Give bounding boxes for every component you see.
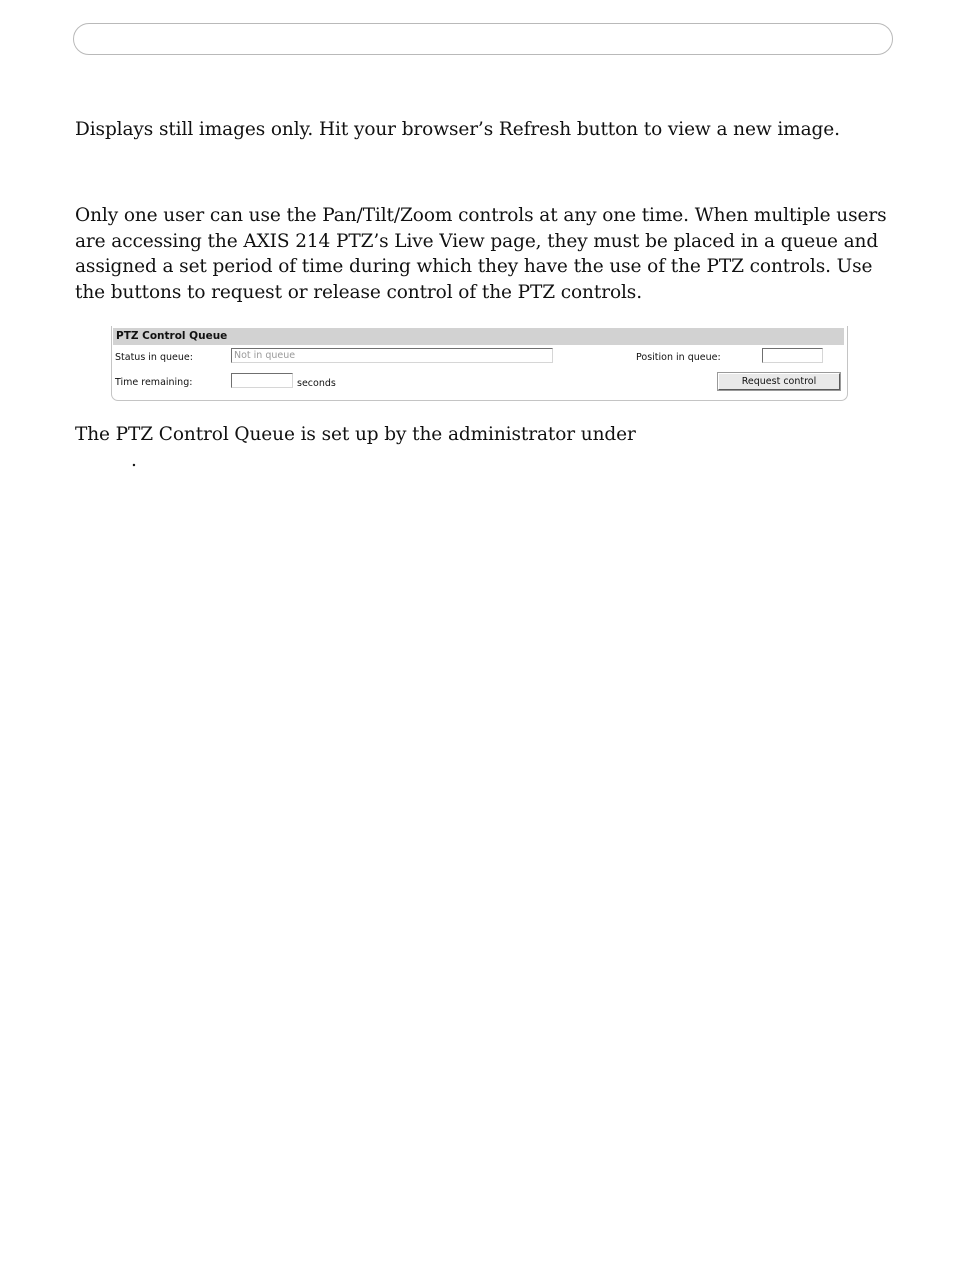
status-in-queue-label: Status in queue: [115, 352, 193, 363]
position-in-queue-field [762, 348, 823, 363]
page-header-bar [73, 23, 893, 55]
ptz-control-queue-panel [111, 326, 848, 401]
time-remaining-label: Time remaining: [115, 377, 193, 388]
panel-title: PTZ Control Queue [113, 328, 844, 345]
seconds-unit-label: seconds [297, 378, 336, 389]
time-remaining-field [231, 373, 293, 388]
position-in-queue-label: Position in queue: [636, 352, 721, 363]
ptz-queue-intro-paragraph: Only one user can use the Pan/Tilt/Zoom controls at any one time. When multiple users are accessing the AXIS 214 PTZ’s Live View page, they must be placed in a queue and assigned a set period of time during which they have the use of the PTZ controls. Use the buttons to request or release control of the PTZ controls. [75, 205, 887, 303]
still-images-paragraph: Displays still images only. Hit your browser’s Refresh button to view a new image. [75, 119, 840, 140]
queue-setup-paragraph: The PTZ Control Queue is set up by the administrator under [75, 424, 636, 445]
status-in-queue-field: Not in queue [231, 348, 553, 363]
request-control-button[interactable]: Request control [718, 373, 840, 390]
queue-setup-period: . [131, 450, 137, 471]
